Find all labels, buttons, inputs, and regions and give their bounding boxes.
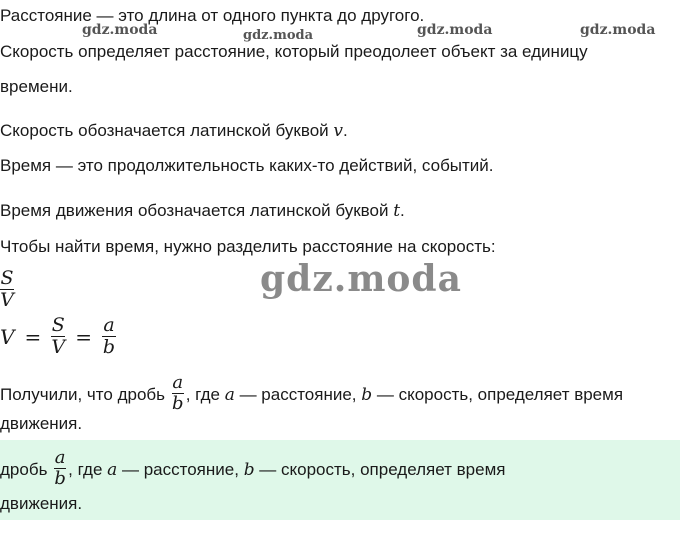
denominator: V	[0, 289, 14, 311]
text-line	[0, 121, 348, 141]
denominator: b	[54, 468, 66, 489]
text-line: движения.	[0, 494, 83, 513]
fraction	[102, 315, 116, 358]
numerator: S	[51, 314, 65, 336]
text: — скорость, определяет время	[254, 459, 506, 479]
equals-sign: =	[24, 324, 42, 349]
watermark-large: gdz.moda	[260, 258, 462, 300]
fraction	[172, 373, 184, 414]
text-line: Расстояние — это длина от одного пункта до другого.	[0, 6, 425, 25]
text: — расстояние,	[117, 459, 244, 479]
numerator: a	[54, 447, 66, 468]
variable: v	[333, 121, 343, 141]
denominator: b	[102, 336, 116, 358]
text: Скорость обозначается латинской буквой	[0, 121, 334, 140]
denominator: V	[51, 336, 66, 358]
variable: a	[224, 384, 235, 405]
text: Время движения обозначается латинской буквой	[0, 201, 394, 220]
variable: b	[243, 459, 255, 480]
result-line	[0, 372, 624, 416]
denominator: b	[171, 393, 184, 414]
text-line	[0, 201, 405, 221]
fraction-formula	[0, 268, 14, 311]
text: Получили, что дробь	[0, 384, 170, 404]
text-line: движения.	[0, 414, 83, 433]
text-line: Скорость определяет расстояние, который преодолеет объект за единицу	[0, 42, 588, 61]
fraction	[54, 448, 66, 489]
text: .	[400, 201, 405, 220]
text: , где	[185, 384, 225, 404]
variable: t	[393, 201, 401, 221]
text: , где	[68, 459, 108, 479]
fraction	[51, 315, 65, 358]
text: .	[342, 121, 348, 140]
text: — скорость, определяет время	[372, 384, 624, 404]
equals-sign: =	[75, 324, 92, 349]
watermark: gdz.moda	[243, 28, 314, 43]
answer-line	[0, 447, 506, 491]
numerator: a	[172, 372, 184, 393]
variable: b	[361, 384, 373, 405]
text-line: Чтобы найти время, нужно разделить расстояние на скорость:	[0, 237, 496, 256]
watermark: gdz.moda	[82, 22, 158, 38]
numerator: S	[0, 267, 14, 289]
text: — расстояние,	[234, 384, 362, 404]
variable: a	[107, 459, 118, 480]
watermark: gdz.moda	[417, 22, 493, 38]
text: дробь	[0, 459, 53, 479]
fraction	[0, 268, 14, 311]
variable: V	[0, 324, 15, 349]
text-line: Время — это продолжительность каких-то действий, событий.	[0, 156, 494, 175]
text-line: времени.	[0, 77, 73, 96]
watermark: gdz.moda	[580, 22, 656, 38]
numerator: a	[103, 314, 115, 336]
equation	[0, 315, 116, 358]
